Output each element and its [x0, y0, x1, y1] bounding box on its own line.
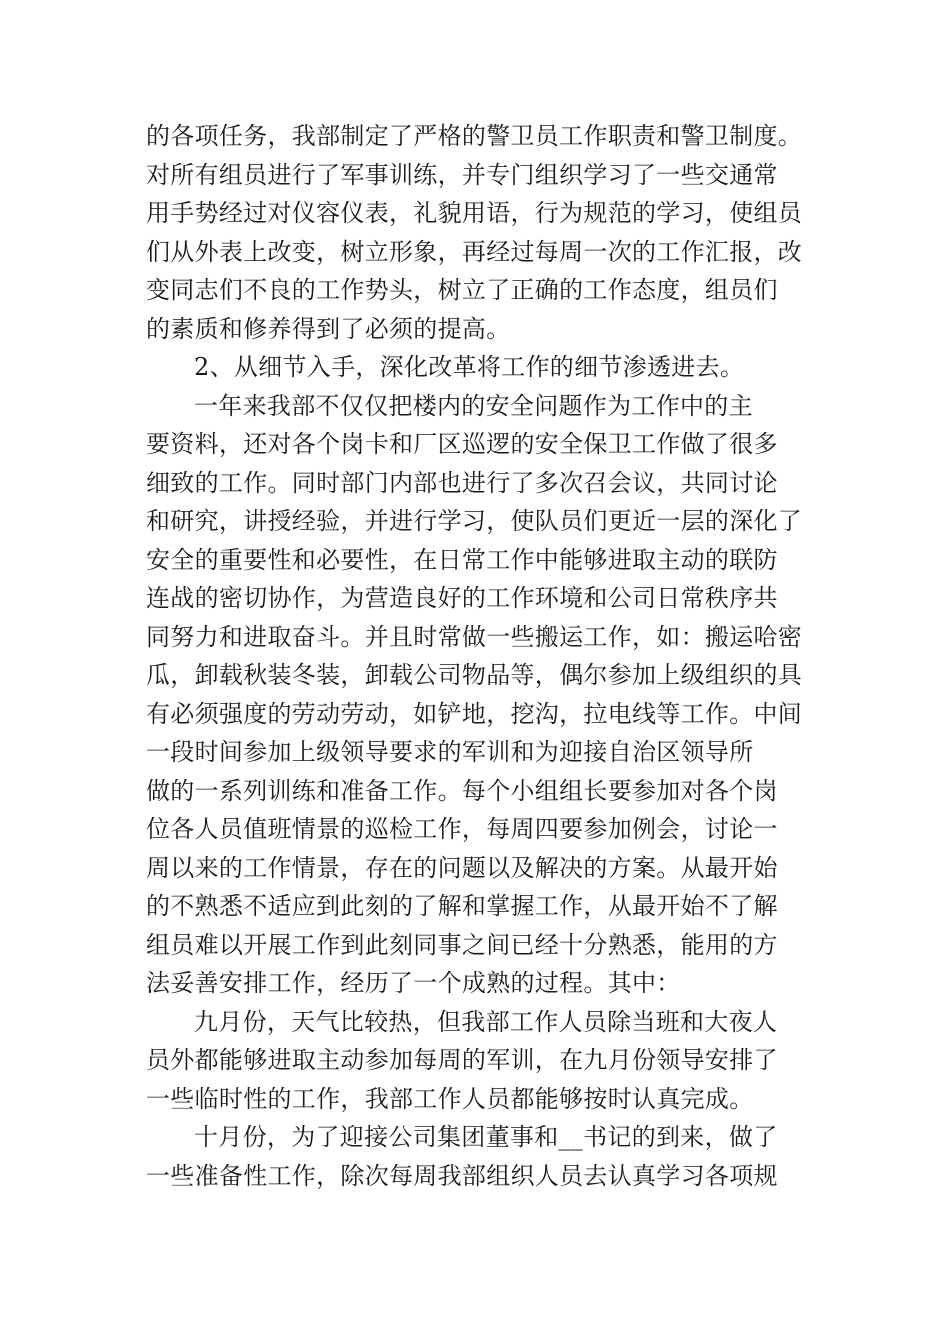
section-heading: 2、从细节入手，深化改革将工作的细节渗透进去。 [194, 353, 745, 381]
text-line: 连战的密切协作，为营造良好的工作环境和公司日常秩序共 [146, 584, 778, 612]
text-line: 法妥善安排工作，经历了一个成熟的过程。其中： [146, 969, 681, 997]
text-line: 员外都能够进取主动参加每周的军训，在九月份领导安排了 [146, 1046, 778, 1074]
text-line: 做的一系列训练和准备工作。每个小组组长要参加对各个岗 [146, 776, 778, 805]
text-line: 用手势经过对仪容仪表，礼貌用语，行为规范的学习，使组员 [146, 199, 803, 227]
text-line: 有必须强度的劳动劳动，如铲地，挖沟，拉电线等工作。中间 [146, 699, 803, 728]
text-line: 一些准备性工作，除次每周我部组织人员去认真学习各项规 [146, 1161, 778, 1190]
text-line: 位各人员值班情景的巡检工作，每周四要参加例会，讨论一 [146, 815, 778, 843]
paragraph-start: 九月份，天气比较热，但我部工作人员除当班和大夜人 [194, 1007, 778, 1036]
text-line: 一些临时性的工作，我部工作人员都能够按时认真完成。 [146, 1084, 754, 1113]
paragraph-start: 十月份，为了迎接公司集团董事和__书记的到来，做了 [194, 1123, 778, 1151]
text-line: 的各项任务，我部制定了严格的警卫员工作职责和警卫制度。 [146, 122, 803, 150]
text-line: 同努力和进取奋斗。并且时常做一些搬运工作，如：搬运哈密 [146, 622, 803, 651]
text-line: 和研究，讲授经验，并进行学习，使队员们更近一层的深化了 [146, 507, 803, 535]
text-line: 的不熟悉不适应到此刻的了解和掌握工作，从最开始不了解 [146, 892, 778, 920]
body-text [146, 117, 846, 1195]
text-line: 瓜，卸载秋装冬装，卸载公司物品等，偶尔参加上级组织的具 [146, 661, 803, 689]
text-line: 变同志们不良的工作势头，树立了正确的工作态度，组员们 [146, 276, 778, 304]
text-line: 周以来的工作情景，存在的问题以及解决的方案。从最开始 [146, 853, 778, 882]
text-line: 一段时间参加上级领导要求的军训和为迎接自治区领导所 [146, 738, 754, 766]
text-line: 的素质和修养得到了必须的提高。 [146, 314, 511, 343]
text-line: 安全的重要性和必要性，在日常工作中能够进取主动的联防 [146, 545, 778, 574]
text-line: 组员难以开展工作到此刻同事之间已经十分熟悉，能用的方 [146, 930, 778, 959]
text-line: 细致的工作。同时部门内部也进行了多次召会议，共同讨论 [146, 468, 778, 497]
text-line: 们从外表上改变，树立形象，再经过每周一次的工作汇报，改 [146, 237, 803, 266]
text-line: 要资料，还对各个岗卡和厂区巡逻的安全保卫工作做了很多 [146, 430, 778, 458]
text-line: 对所有组员进行了军事训练，并专门组织学习了一些交通常 [146, 160, 778, 189]
paragraph-start: 一年来我部不仅仅把楼内的安全问题作为工作中的主 [194, 391, 753, 420]
